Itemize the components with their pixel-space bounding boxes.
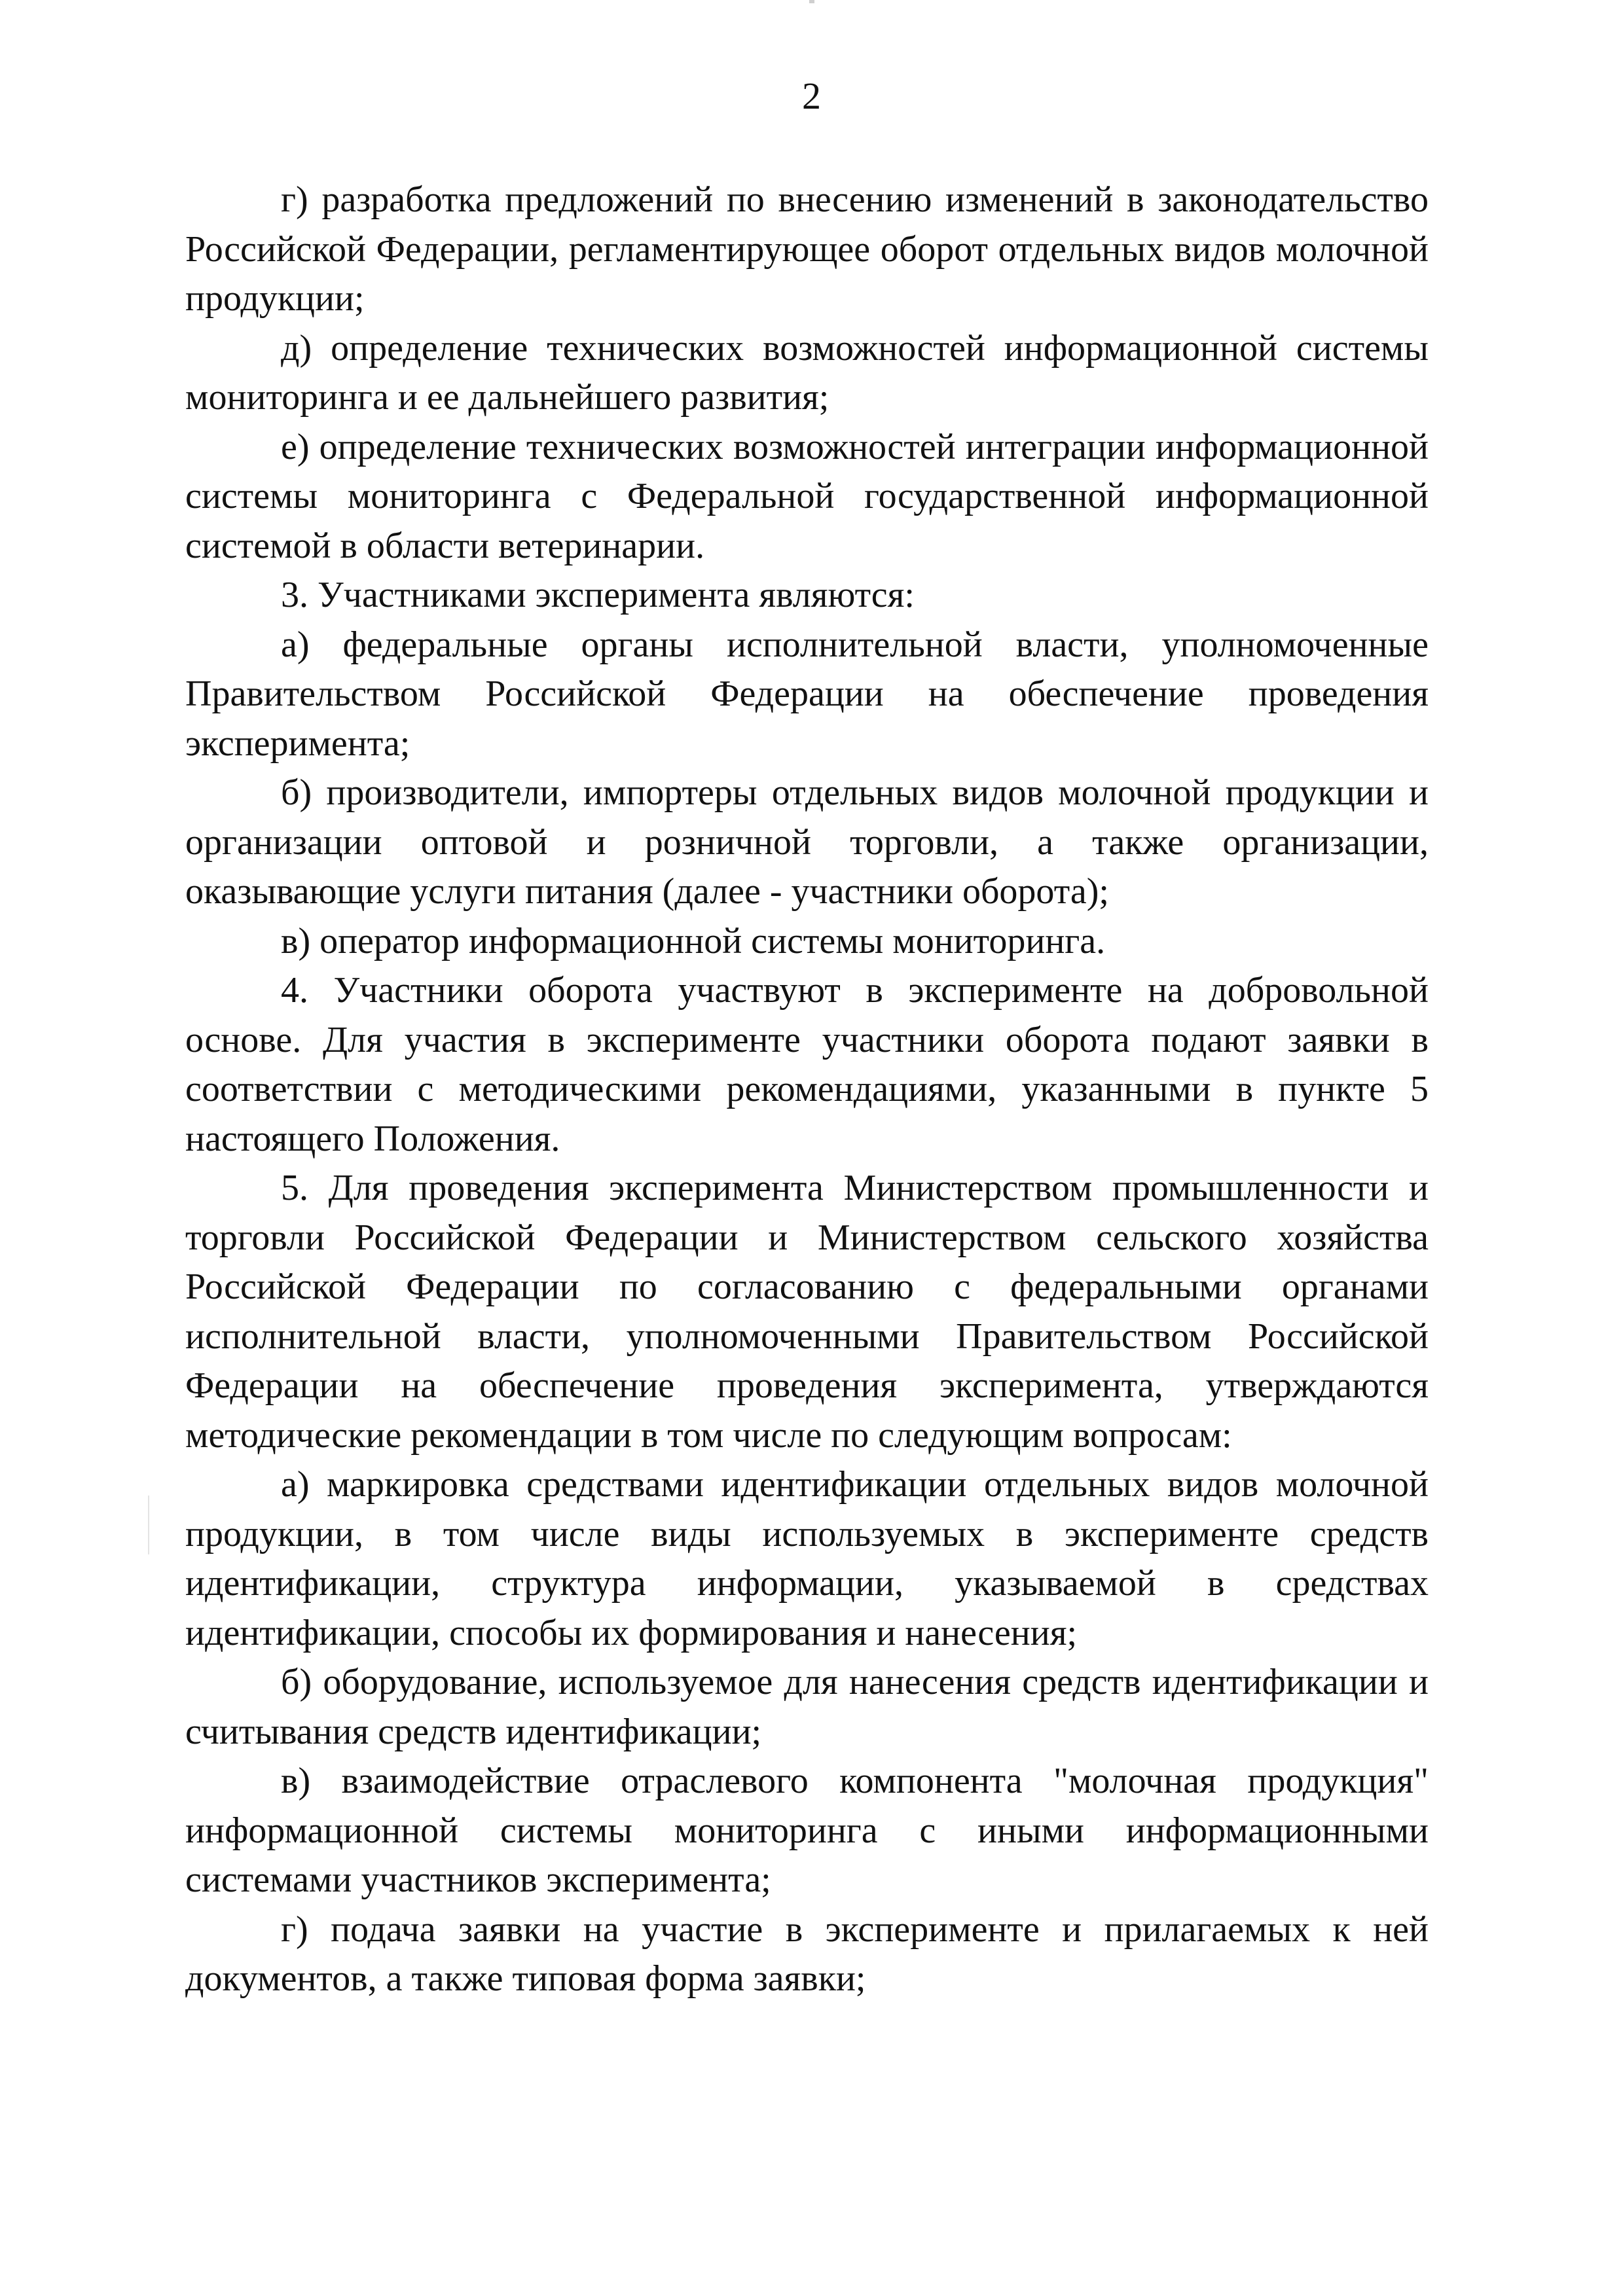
paragraph-item-g-legislation: г) разработка предложений по внесению изменений в законодательство Российской Федерации, регламентирующее оборот отдельных видов молочной продукции; bbox=[185, 179, 1429, 319]
scan-margin-mark bbox=[148, 1496, 149, 1554]
paragraph-item-v-interaction: в) взаимодействие отраслевого компонента "молочная продукция" информационной системы мониторинга с иными информационными системами участников эксперимента; bbox=[185, 1761, 1429, 1900]
page-number: 2 bbox=[802, 75, 821, 117]
paragraph-item-g-application: г) подача заявки на участие в эксперименте и прилагаемых к ней документов, а также типовая форма заявки; bbox=[185, 1909, 1429, 1999]
paragraph-item-b-equipment: б) оборудование, используемое для нанесения средств идентификации и считывания средств идентификации; bbox=[185, 1662, 1429, 1752]
paragraph-item-a-marking: а) маркировка средствами идентификации отдельных видов молочной продукции, в том числе виды используемых в эксперименте средств идентификации, структура информации, указываемой в средствах идентификации, способы их формирования и нанесения; bbox=[185, 1464, 1429, 1653]
paragraph-item-b-producers: б) производители, импортеры отдельных видов молочной продукции и организации оптовой и розничной торговли, а также организации, оказывающие услуги питания (далее - участники оборота); bbox=[185, 772, 1429, 912]
paragraph-item-d-technical-capabilities: д) определение технических возможностей информационной системы мониторинга и ее дальнейшего развития; bbox=[185, 327, 1429, 418]
paragraph-section-4-voluntary-basis: 4. Участники оборота участвуют в эксперименте на добровольной основе. Для участия в эксперименте участники оборота подают заявки в соответствии с методическими рекомендациями, указанными в пункте 5 настоящего Положения. bbox=[185, 970, 1429, 1159]
scan-speck bbox=[809, 0, 814, 3]
document-body bbox=[185, 175, 1429, 2004]
paragraph-item-a-federal-bodies: а) федеральные органы исполнительной власти, уполномоченные Правительством Российской Федерации на обеспечение проведения эксперимента; bbox=[185, 624, 1429, 764]
paragraph-item-e-integration: е) определение технических возможностей интеграции информационной системы мониторинга с Федеральной государственной информационной системой в области ветеринарии. bbox=[185, 426, 1429, 566]
paragraph-section-5-methodical-recommendations: 5. Для проведения эксперимента Министерством промышленности и торговли Российской Федерации и Министерством сельского хозяйства Российской Федерации по согласованию с федеральными органами исполнительной власти, уполномоченными Правительством Российской Федерации на обеспечение проведения эксперимента, утверждаются методические рекомендации в том числе по следующим вопросам: bbox=[185, 1168, 1429, 1456]
paragraph-section-3-participants: 3. Участниками эксперимента являются: bbox=[281, 575, 915, 615]
paragraph-item-v-operator: в) оператор информационной системы мониторинга. bbox=[281, 920, 1106, 961]
